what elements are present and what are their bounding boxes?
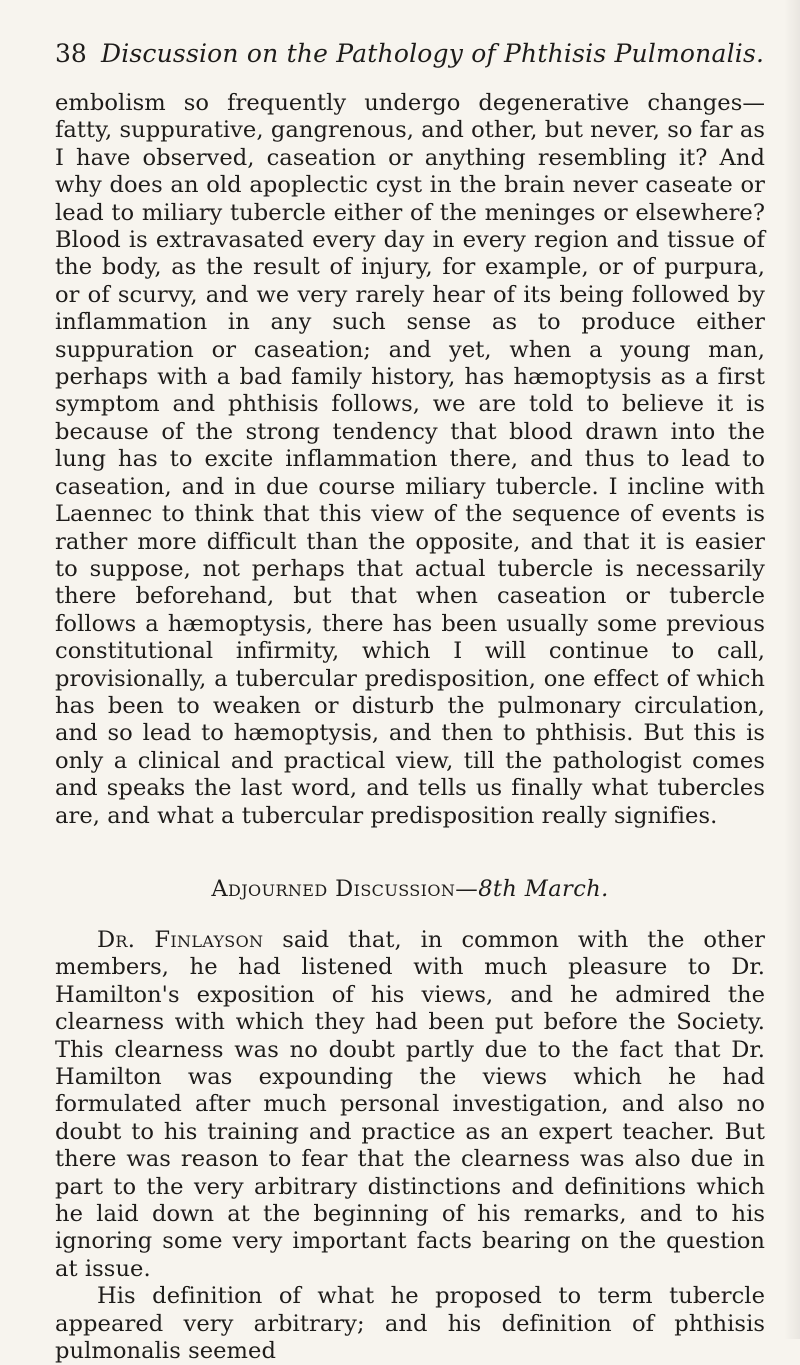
- section-heading-text: Adjourned Discussion—: [211, 875, 479, 902]
- speaker-name: Dr. Finlayson: [97, 926, 264, 953]
- book-page: [55, 39, 765, 1365]
- paragraph-finlayson-text: said that, in common with the other members, he had listened with much pleasure to Dr. Hamilton's exposition of his views, and he admired the clearness with which they had been put before the Society. This clearness was no doubt partly due to the fact that Dr. Hamilton was expounding the views which he had formulated after much personal investigation, and also no doubt to his training and practice as an expert teacher. But there was reason to fear that the clearness was also due in part to the very arbitrary distinctions and definitions which he laid down at the beginning of his remarks, and to his ignoring some very important facts bearing on the question at issue.: [55, 926, 765, 1282]
- running-title: Discussion on the Pathology of Phthisis Pulmonalis.: [100, 39, 765, 68]
- page-edge-shadow: [784, 0, 800, 1339]
- section-heading: [55, 876, 765, 903]
- paragraph-definition: His definition of what he proposed to term tubercle appeared very arbitrary; and his definition of phthisis pulmonalis seemed: [55, 1283, 765, 1365]
- running-head: [55, 40, 765, 68]
- paragraph-finlayson: [55, 927, 765, 1283]
- paragraph-continued: embolism so frequently undergo degenerative changes—fatty, suppurative, gangrenous, and other, but never, so far as I have observed, caseation or anything resembling it? And why does an old apoplectic cyst in the brain never caseate or lead to miliary tubercle either of the meninges or elsewhere? Blood is extravasated every day in every region and tissue of the body, as the result of injury, for example, or of purpura, or of scurvy, and we very rarely hear of its being followed by inflammation in any such sense as to produce either suppuration or caseation; and yet, when a young man, perhaps with a bad family history, has hæmoptysis as a first symptom and phthisis follows, we are told to believe it is because of the strong tendency that blood drawn into the lung has to excite inflammation there, and thus to lead to caseation, and in due course miliary tubercle. I incline with Laennec to think that this view of the sequence of events is rather more difficult than the opposite, and that it is easier to suppose, not perhaps that actual tubercle is necessarily there beforehand, but that when caseation or tubercle follows a hæmoptysis, there has been usually some previous constitutional infirmity, which I will continue to call, provisionally, a tubercular predisposition, one effect of which has been to weaken or disturb the pulmonary circulation, and so lead to hæmoptysis, and then to phthisis. But this is only a clinical and practical view, till the pathologist comes and speaks the last word, and tells us finally what tubercles are, and what a tubercular predisposition really signifies.: [55, 90, 765, 829]
- section-date: 8th March.: [478, 875, 609, 902]
- page-number: 38: [55, 39, 87, 68]
